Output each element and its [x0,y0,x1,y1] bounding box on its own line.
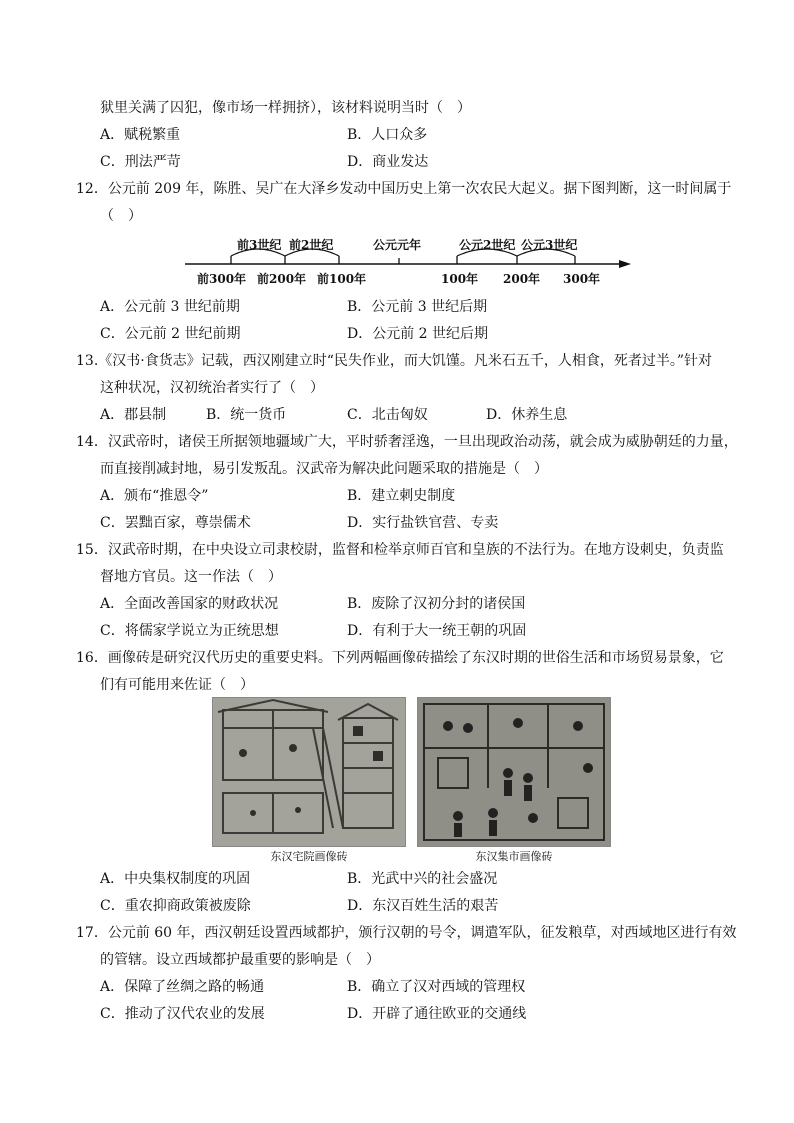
timeline-label-year1: 公元元年 [373,238,422,252]
q11-option-a[interactable]: A．赋税繁重 [100,127,181,143]
q17-stem-line2: 的管辖。设立西域都护最重要的影响是（ ） [100,952,380,968]
q13-option-c[interactable]: C．北击匈奴 [347,407,428,423]
market-brick-caption: 东汉集市画像砖 [475,850,553,863]
market-brick-drawing [418,698,610,846]
q17-option-a[interactable]: A．保障了丝绸之路的畅通 [100,979,265,995]
timeline-label-300bc: 前300年 [197,272,247,286]
q15-option-b[interactable]: B．废除了汉初分封的诸侯国 [347,596,526,612]
q12-option-c[interactable]: C．公元前 2 世纪前期 [100,326,241,342]
courtyard-brick-image [212,697,406,847]
courtyard-brick-caption: 东汉宅院画像砖 [270,850,348,863]
q12-option-d[interactable]: D．公元前 2 世纪后期 [347,326,489,342]
q11-option-b[interactable]: B．人口众多 [347,127,428,143]
q11-option-d[interactable]: D．商业发达 [347,154,429,170]
q14-stem-line1: 14．汉武帝时，诸侯王所据领地疆域广大，平时骄奢淫逸，一旦出现政治动荡，就会成为威胁朝廷的力量， [76,434,738,450]
q17-option-d[interactable]: D．开辟了通往欧亚的交通线 [347,1006,527,1022]
q12-stem-line2: （ ） [100,208,142,224]
q16-option-d[interactable]: D．东汉百姓生活的艰苦 [347,898,499,914]
timeline-label-200bc: 前200年 [257,272,307,286]
q12-option-b[interactable]: B．公元前 3 世纪后期 [347,299,488,315]
q17-stem-line1: 17．公元前 60 年，西汉朝廷设置西域都护，颁行汉朝的号令，调遣军队，征发粮草，对西域地区进行有效 [76,925,737,941]
courtyard-brick-drawing [213,698,405,846]
q13-option-d[interactable]: D．休养生息 [486,407,568,423]
timeline-label-100bc: 前100年 [317,272,367,286]
timeline-label-100ad: 100年 [441,272,479,286]
q16-option-c[interactable]: C．重农抑商政策被废除 [100,898,251,914]
q13-option-b[interactable]: B．统一货币 [206,407,287,423]
q11-option-c[interactable]: C．刑法严苛 [100,154,181,170]
q15-option-a[interactable]: A．全面改善国家的财政状况 [100,596,279,612]
q17-option-b[interactable]: B．确立了汉对西域的管理权 [347,979,526,995]
q12-stem-line1: 12．公元前 209 年，陈胜、吴广在大泽乡发动中国历史上第一次农民大起义。据下图判断，这一时间属于 [76,181,732,197]
q14-stem-line2: 而直接削减封地，易引发叛乱。汉武帝为解决此问题采取的措施是（ ） [100,461,548,477]
q13-stem-line1: 13.《汉书·食货志》记载，西汉刚建立时“民失作业，而大饥馑。凡米石五千，人相食，死者过半。”针对 [76,353,713,369]
timeline-label-3c-ad: 公元3世纪 [521,238,578,252]
q15-stem-line1: 15．汉武帝时期，在中央设立司隶校尉，监督和检举京师百官和皇族的不法行为。在地方设刺史，负责监 [76,542,724,558]
q12-option-a[interactable]: A．公元前 3 世纪前期 [100,299,240,315]
timeline-label-200ad: 200年 [503,272,541,286]
q16-stem-line1: 16．画像砖是研究汉代历史的重要史料。下列两幅画像砖描绘了东汉时期的世俗生活和市场贸易景象，它 [76,650,724,666]
timeline-label-300ad: 300年 [563,272,601,286]
timeline-label-2c-ad: 公元2世纪 [459,238,516,252]
q14-option-c[interactable]: C．罢黜百家，尊崇儒术 [100,515,251,531]
q14-option-d[interactable]: D．实行盐铁官营、专卖 [347,515,499,531]
q16-stem-line2: 们有可能用来佐证（ ） [100,677,254,693]
q14-option-b[interactable]: B．建立刺史制度 [347,488,456,504]
timeline-label-3c-bc: 前3世纪 [237,238,282,252]
q16-option-a[interactable]: A．中央集权制度的巩固 [100,871,251,887]
timeline-diagram [185,230,635,290]
q11-stem-cont: 狱里关满了囚犯，像市场一样拥挤），该材料说明当时（ ） [100,100,471,116]
timeline-arrow [619,260,631,268]
market-brick-image [417,697,611,847]
q15-stem-line2: 督地方官员。这一作法（ ） [100,569,282,585]
timeline-label-2c-bc: 前2世纪 [289,238,334,252]
q14-option-a[interactable]: A．颁布“推恩令” [100,488,209,504]
q16-option-b[interactable]: B．光武中兴的社会盛况 [347,871,498,887]
q15-option-c[interactable]: C．将儒家学说立为正统思想 [100,623,279,639]
q13-option-a[interactable]: A．郡县制 [100,407,167,423]
q17-option-c[interactable]: C．推动了汉代农业的发展 [100,1006,265,1022]
q15-option-d[interactable]: D．有利于大一统王朝的巩固 [347,623,527,639]
q13-stem-line2: 这种状况，汉初统治者实行了（ ） [100,380,324,396]
